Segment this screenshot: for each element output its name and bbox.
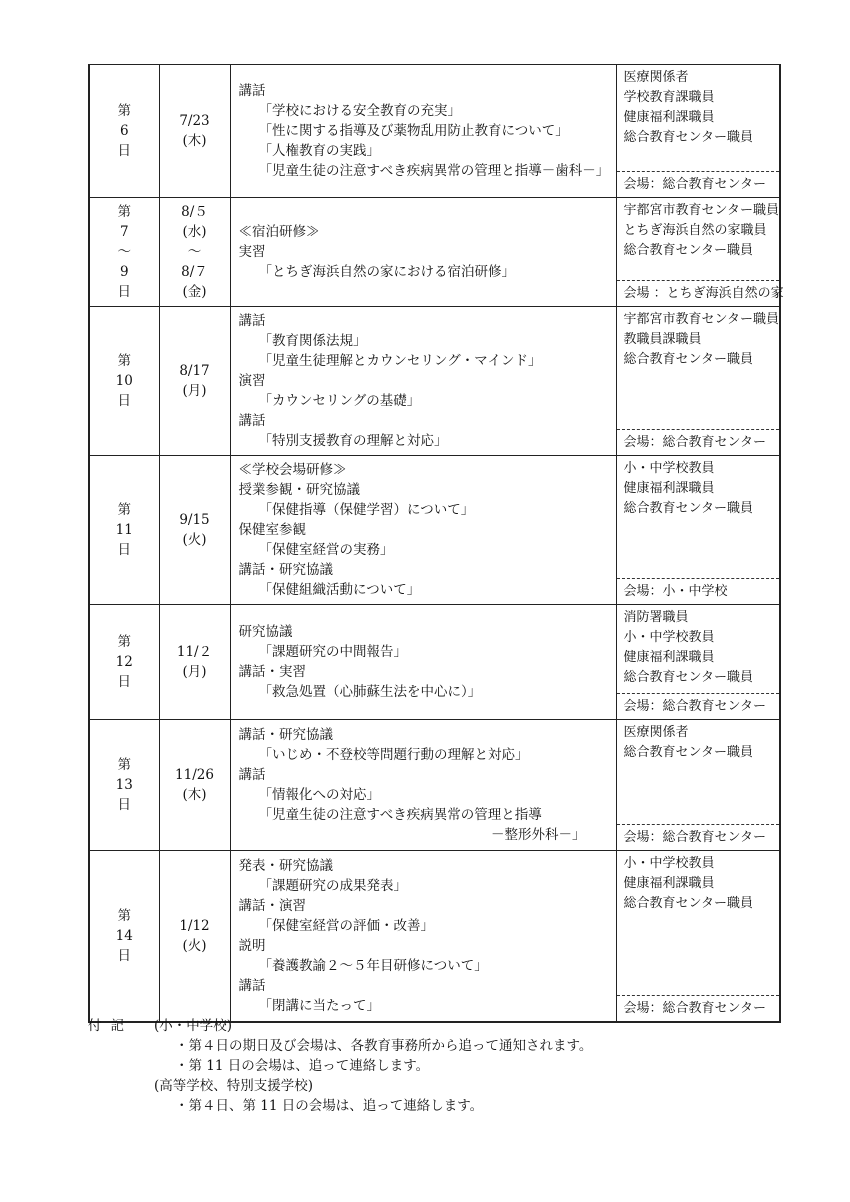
day-label xyxy=(90,351,159,411)
content-line: 「学校における安全教育の充実」 xyxy=(258,103,461,119)
day-char: 10 xyxy=(115,373,133,389)
date-cell xyxy=(159,65,230,198)
note-item: ・第４日、第 11 日の会場は、追って連絡します。 xyxy=(175,1098,484,1114)
content-line: 「性に関する指導及び薬物乱用防止教育について」 xyxy=(258,123,569,139)
content-line: 「課題研究の中間報告」 xyxy=(258,644,407,660)
day-char: 日 xyxy=(117,284,131,300)
day-char: 第 xyxy=(117,103,131,119)
schedule-row xyxy=(89,456,780,605)
content-line: 「とちぎ海浜自然の家における宿泊研修」 xyxy=(258,264,515,280)
content-list xyxy=(231,621,616,703)
content-list xyxy=(231,310,616,452)
schedule-table xyxy=(88,64,784,1023)
note-item: ・第４日の期日及び会場は、各教育事務所から追って通知されます。 xyxy=(175,1038,593,1054)
note-item: ・第 11 日の会場は、追って連絡します。 xyxy=(175,1058,430,1074)
staff-line: 宇都宮市教育センター職員 xyxy=(623,312,779,327)
day-cell xyxy=(89,851,159,1023)
day-char: ～ xyxy=(117,244,131,260)
staff-line: 健康福利課職員 xyxy=(623,650,715,665)
venue-label: 会場：総合教育センター xyxy=(617,824,780,850)
staff-cell xyxy=(616,851,780,1023)
date-part: (月) xyxy=(182,383,207,399)
staff-line: 総合教育センター職員 xyxy=(623,130,753,145)
staff-cell xyxy=(616,65,780,198)
date-part: ～ xyxy=(187,244,202,260)
date-part: 9/15 xyxy=(179,512,210,528)
content-line: 「教育関係法規」 xyxy=(258,333,367,349)
date-cell xyxy=(159,456,230,605)
venue-label: 会場：総合教育センター xyxy=(617,171,780,197)
content-line: 講話・研究協議 xyxy=(238,562,333,578)
date-part: (木) xyxy=(182,787,207,803)
staff-list xyxy=(617,65,780,150)
date-label xyxy=(160,361,230,401)
staff-line: 小・中学校教員 xyxy=(623,461,715,476)
day-char: 日 xyxy=(117,143,131,159)
schedule-row xyxy=(89,720,780,851)
venue-label: 会場 ：とちぎ海浜自然の家 xyxy=(617,280,780,306)
content-line: 講話 xyxy=(238,413,266,429)
venue-label: 会場：総合教育センター xyxy=(617,429,780,455)
content-list xyxy=(231,459,616,601)
day-label xyxy=(90,906,159,966)
content-line: 講話・研究協議 xyxy=(238,727,333,743)
date-label xyxy=(160,510,230,550)
date-cell xyxy=(159,720,230,851)
schedule-row xyxy=(89,605,780,720)
schedule-row xyxy=(89,851,780,1023)
day-char: 日 xyxy=(117,393,131,409)
staff-line: 総合教育センター職員 xyxy=(623,352,753,367)
day-char: 13 xyxy=(115,777,133,793)
content-line: 「保健室経営の実務」 xyxy=(258,542,394,558)
date-part: (火) xyxy=(182,938,207,954)
content-list xyxy=(231,855,616,1017)
date-label xyxy=(160,202,230,302)
staff-line: 医療関係者 xyxy=(623,725,689,740)
staff-line: とちぎ海浜自然の家職員 xyxy=(623,223,767,238)
content-line: 「養護教諭２～５年目研修について」 xyxy=(258,958,488,974)
day-label xyxy=(90,632,159,692)
content-line: 保健室参観 xyxy=(238,522,306,538)
content-line: 「情報化への対応」 xyxy=(258,787,380,803)
staff-line: 小・中学校教員 xyxy=(623,630,715,645)
staff-line: 総合教育センター職員 xyxy=(623,670,753,685)
staff-wrap xyxy=(617,456,780,604)
notes-group-high: (高等学校、特別支援学校) xyxy=(154,1078,314,1094)
day-char: 第 xyxy=(117,502,131,518)
content-line: 「カウンセリングの基礎」 xyxy=(258,393,421,409)
day-char: 7 xyxy=(119,224,129,240)
staff-list xyxy=(617,605,780,690)
staff-wrap xyxy=(617,605,780,719)
day-char: 第 xyxy=(117,908,131,924)
notes-group-elementary: (小・中学校) xyxy=(154,1018,233,1034)
staff-cell xyxy=(616,198,784,307)
content-list xyxy=(231,221,616,283)
notes-section xyxy=(88,1016,592,1116)
date-part: 11/26 xyxy=(175,767,214,783)
day-char: 9 xyxy=(119,264,129,280)
content-cell xyxy=(230,851,616,1023)
date-part: (月) xyxy=(182,664,207,680)
day-char: 12 xyxy=(115,654,133,670)
staff-line: 学校教育課職員 xyxy=(623,90,715,105)
schedule-row xyxy=(89,307,780,456)
staff-line: 総合教育センター職員 xyxy=(623,243,753,258)
day-char: 第 xyxy=(117,634,131,650)
date-part: 8/５ xyxy=(181,204,208,220)
date-part: 11/２ xyxy=(176,644,213,660)
content-line: 「いじめ・不登校等問題行動の理解と対応」 xyxy=(258,747,529,763)
day-cell xyxy=(89,605,159,720)
venue-label: 会場：総合教育センター xyxy=(617,995,780,1021)
content-line: 演習 xyxy=(238,373,266,389)
staff-line: 総合教育センター職員 xyxy=(623,896,753,911)
date-part: 1/12 xyxy=(179,918,210,934)
day-char: 第 xyxy=(117,353,131,369)
content-line: 講話・実習 xyxy=(238,664,306,680)
date-label xyxy=(160,765,230,805)
content-line: 「救急処置（心肺蘇生法を中心に）」 xyxy=(258,684,482,700)
content-line: 「児童生徒の注意すべき疾病異常の管理と指導－歯科－」 xyxy=(258,163,610,179)
content-line: 「児童生徒の注意すべき疾病異常の管理と指導 xyxy=(258,807,542,823)
day-cell xyxy=(89,456,159,605)
content-line: 説明 xyxy=(238,938,266,954)
content-line: 講話 xyxy=(238,313,266,329)
date-cell xyxy=(159,851,230,1023)
day-char: 日 xyxy=(117,948,131,964)
day-char: 日 xyxy=(117,797,131,813)
content-list xyxy=(231,80,616,182)
date-part: (火) xyxy=(182,532,207,548)
content-line: 講話 xyxy=(238,767,266,783)
date-cell xyxy=(159,307,230,456)
date-cell xyxy=(159,198,230,307)
content-cell xyxy=(230,65,616,198)
staff-line: 総合教育センター職員 xyxy=(623,745,753,760)
content-line: 「閉講に当たって」 xyxy=(258,998,380,1014)
content-line: ≪学校会場研修≫ xyxy=(238,462,347,478)
content-line: 「特別支援教育の理解と対応」 xyxy=(258,433,448,449)
content-line: 「児童生徒理解とカウンセリング・マインド」 xyxy=(258,353,542,369)
staff-line: 小・中学校教員 xyxy=(623,856,715,871)
staff-line: 医療関係者 xyxy=(623,70,689,85)
staff-line: 消防署職員 xyxy=(623,610,689,625)
staff-list xyxy=(617,456,780,521)
day-char: 11 xyxy=(115,522,133,538)
content-cell xyxy=(230,456,616,605)
staff-list xyxy=(617,851,780,916)
date-label xyxy=(160,916,230,956)
day-label xyxy=(90,202,159,302)
date-label xyxy=(160,111,230,151)
day-char: 日 xyxy=(117,542,131,558)
content-line: 実習 xyxy=(238,244,266,260)
date-label xyxy=(160,642,230,682)
staff-wrap xyxy=(617,851,780,1021)
date-part: (水) xyxy=(182,224,207,240)
day-cell xyxy=(89,720,159,851)
staff-list xyxy=(617,307,780,372)
date-part: 8/７ xyxy=(181,264,208,280)
staff-line: 教職員課職員 xyxy=(623,332,702,347)
content-line: 研究協議 xyxy=(238,624,293,640)
day-char: 6 xyxy=(119,123,129,139)
staff-cell xyxy=(616,605,780,720)
day-label xyxy=(90,500,159,560)
content-line: 「課題研究の成果発表」 xyxy=(258,878,407,894)
day-cell xyxy=(89,65,159,198)
staff-cell xyxy=(616,720,780,851)
schedule-row xyxy=(89,198,780,307)
day-char: 第 xyxy=(117,757,131,773)
staff-cell xyxy=(616,456,780,605)
staff-wrap xyxy=(617,720,780,850)
content-line: 発表・研究協議 xyxy=(238,858,333,874)
venue-label: 会場：総合教育センター xyxy=(617,693,780,719)
staff-line: 健康福利課職員 xyxy=(623,110,715,125)
staff-line: 健康福利課職員 xyxy=(623,876,715,891)
day-label xyxy=(90,755,159,815)
staff-list xyxy=(617,720,780,765)
day-char: 日 xyxy=(117,674,131,690)
venue-label: 会場：小・中学校 xyxy=(617,578,780,604)
content-line: 授業参観・研究協議 xyxy=(238,482,360,498)
schedule-row xyxy=(89,65,780,198)
content-list xyxy=(231,724,616,846)
content-line: 「保健室経営の評価・改善」 xyxy=(258,918,434,934)
content-cell xyxy=(230,198,616,307)
content-cell xyxy=(230,605,616,720)
content-line: 講話 xyxy=(238,83,266,99)
notes-label: 付記 xyxy=(88,1018,133,1034)
content-line: －整形外科－」 xyxy=(491,827,586,843)
day-cell xyxy=(89,198,159,307)
notes-header xyxy=(88,1016,592,1036)
content-cell xyxy=(230,720,616,851)
content-line: 講話 xyxy=(238,978,266,994)
day-label xyxy=(90,101,159,161)
staff-wrap xyxy=(617,65,780,197)
date-part: 7/23 xyxy=(179,113,210,129)
content-line: ≪宿泊研修≫ xyxy=(238,224,320,240)
content-line: 「保健指導（保健学習）について」 xyxy=(258,502,475,518)
date-part: 8/17 xyxy=(179,363,210,379)
staff-line: 総合教育センター職員 xyxy=(623,501,753,516)
date-cell xyxy=(159,605,230,720)
staff-list xyxy=(617,198,780,263)
date-part: (金) xyxy=(182,284,207,300)
content-line: 講話・演習 xyxy=(238,898,306,914)
content-cell xyxy=(230,307,616,456)
staff-line: 健康福利課職員 xyxy=(623,481,715,496)
content-line: 「保健組織活動について」 xyxy=(258,582,421,598)
day-char: 14 xyxy=(115,928,133,944)
staff-cell xyxy=(616,307,780,456)
date-part: (木) xyxy=(182,133,207,149)
content-line: 「人権教育の実践」 xyxy=(258,143,380,159)
staff-wrap xyxy=(617,198,784,306)
staff-wrap xyxy=(617,307,780,455)
staff-line: 宇都宮市教育センター職員 xyxy=(623,203,779,218)
day-char: 第 xyxy=(117,204,131,220)
day-cell xyxy=(89,307,159,456)
